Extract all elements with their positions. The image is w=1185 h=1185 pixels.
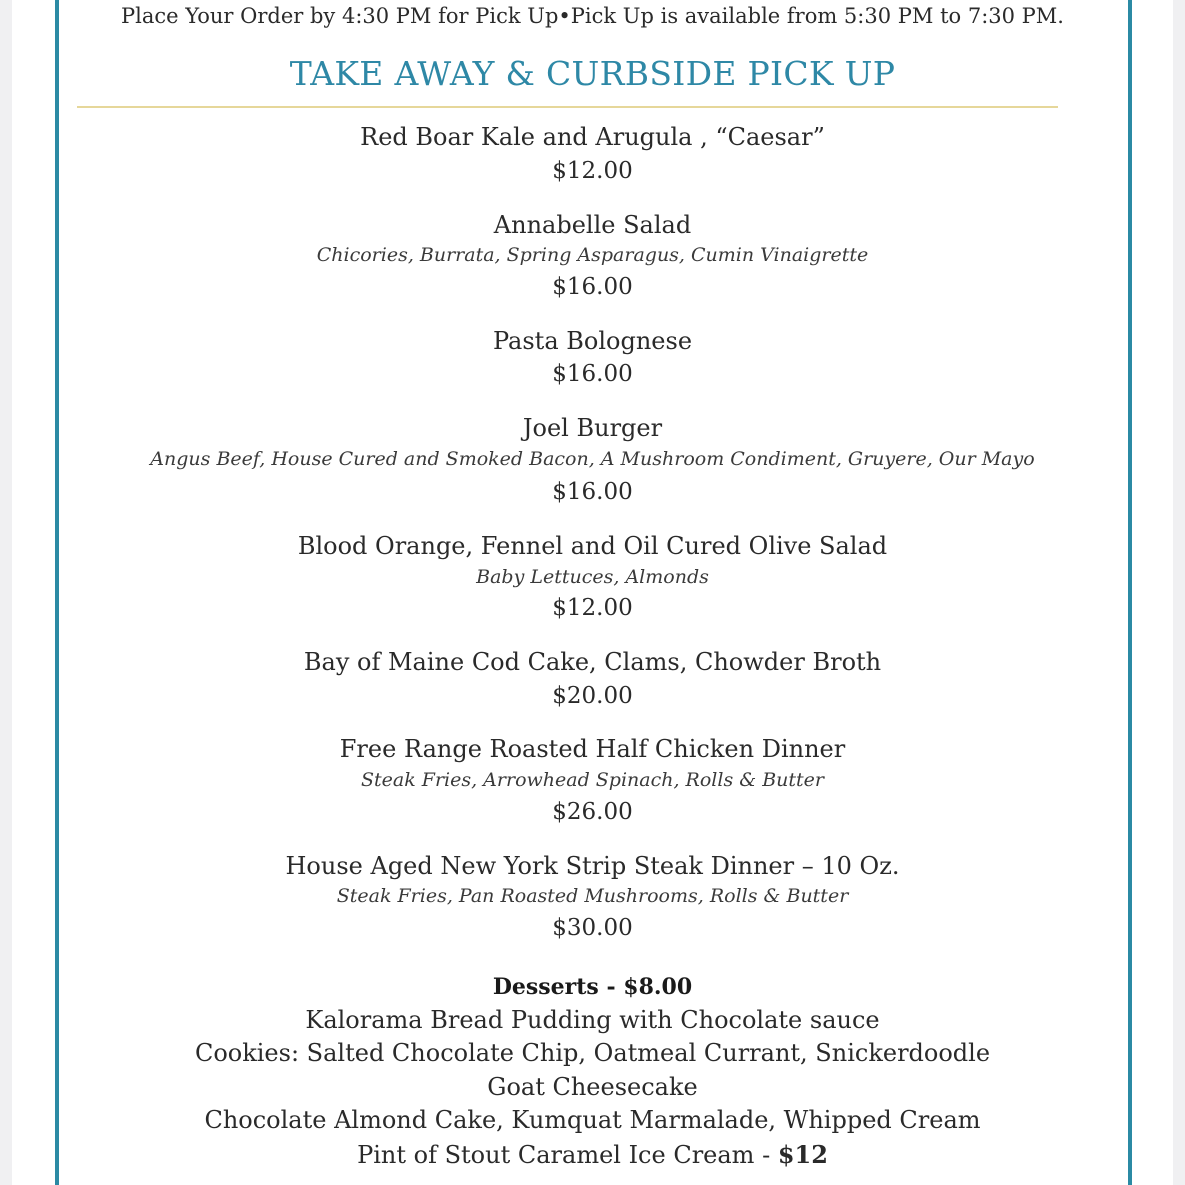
item-description: Angus Beef, House Cured and Smoked Bacon, A Mushroom Condiment, Gruyere, Our Mayo (150, 448, 1035, 470)
item-name: Annabelle Salad (493, 211, 692, 239)
item-name: Joel Burger (522, 414, 663, 442)
item-price: $20.00 (552, 683, 633, 709)
item-description: Chicories, Burrata, Spring Asparagus, Cumin Vinaigrette (316, 244, 869, 266)
divider (77, 106, 1058, 108)
item-name: Pasta Bolognese (492, 327, 693, 355)
item-price: $30.00 (552, 915, 633, 941)
border-right (1128, 0, 1132, 1185)
menu-heading: TAKE AWAY & CURBSIDE PICK UP (289, 54, 896, 93)
dessert-last-label: Pint of Stout Caramel Ice Cream - (357, 1141, 778, 1169)
item-price: $12.00 (552, 595, 633, 621)
dessert-item: Kalorama Bread Pudding with Chocolate sauce (305, 1006, 880, 1034)
item-description: Baby Lettuces, Almonds (476, 566, 709, 588)
item-name: Red Boar Kale and Arugula , “Caesar” (360, 123, 825, 151)
page-margin-left (0, 0, 12, 1185)
item-price: $16.00 (552, 361, 633, 387)
page-margin-right (1173, 0, 1185, 1185)
dessert-item-last (60, 1138, 1125, 1172)
dessert-item: Cookies: Salted Chocolate Chip, Oatmeal Currant, Snickerdoodle (194, 1039, 991, 1067)
item-name: House Aged New York Strip Steak Dinner – 10 Oz. (285, 852, 900, 880)
item-price: $12.00 (552, 158, 633, 184)
item-price: $16.00 (552, 274, 633, 300)
item-name: Blood Orange, Fennel and Oil Cured Olive Salad (297, 532, 888, 560)
item-name: Bay of Maine Cod Cake, Clams, Chowder Broth (303, 648, 882, 676)
item-description: Steak Fries, Arrowhead Spinach, Rolls & Butter (360, 769, 824, 791)
dessert-item: Goat Cheesecake (487, 1073, 698, 1101)
item-description: Steak Fries, Pan Roasted Mushrooms, Rolls & Butter (336, 885, 849, 907)
dessert-item: Chocolate Almond Cake, Kumquat Marmalade, Whipped Cream (204, 1106, 981, 1134)
dessert-last-price: $12 (777, 1140, 828, 1169)
item-name: Free Range Roasted Half Chicken Dinner (339, 735, 846, 763)
item-price: $26.00 (552, 799, 633, 825)
order-notice: Place Your Order by 4:30 PM for Pick Up•Pick Up is available from 5:30 PM to 7:30 PM. (121, 4, 1064, 28)
desserts-title: Desserts - $8.00 (492, 974, 693, 1000)
border-left (55, 0, 59, 1185)
item-price: $16.00 (552, 479, 633, 505)
